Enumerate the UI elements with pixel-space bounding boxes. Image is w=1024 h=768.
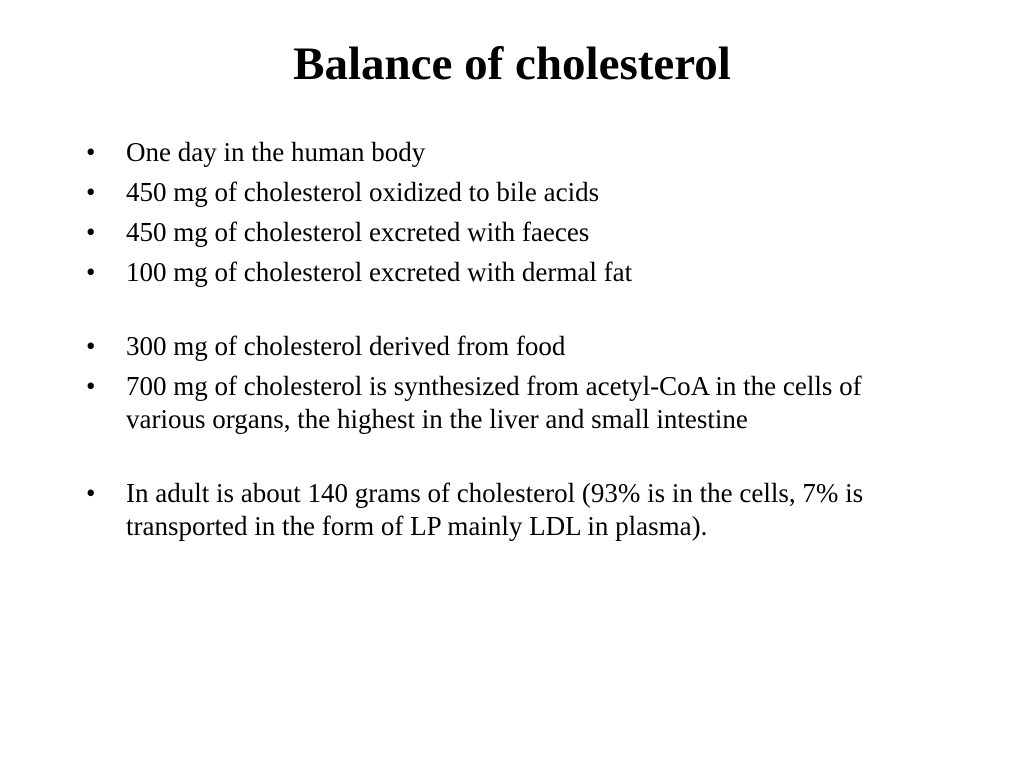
bullet-text: One day in the human body — [126, 137, 426, 167]
bullet-item — [86, 256, 946, 289]
bullet-text: In adult is about 140 grams of cholesterol (93% is in the cells, 7% is transported in the form of LP mainly LDL in plasma). — [126, 478, 864, 541]
bullet-item — [86, 477, 946, 543]
bullet-icon: • — [86, 257, 96, 287]
bullet-text: 700 mg of cholesterol is synthesized from acetyl-CoA in the cells of various organs, the highest in the liver and small intestine — [126, 371, 862, 434]
bullet-item — [86, 136, 946, 169]
slide-title: Balance of cholesterol — [293, 38, 731, 90]
bullet-item — [86, 330, 946, 363]
bullet-list — [86, 136, 946, 550]
bullet-item — [86, 176, 946, 209]
bullet-text: 100 mg of cholesterol excreted with dermal fat — [126, 257, 633, 287]
bullet-icon: • — [86, 137, 96, 167]
bullet-item — [86, 216, 946, 249]
bullet-icon: • — [86, 331, 96, 361]
bullet-text: 450 mg of cholesterol oxidized to bile acids — [126, 177, 600, 207]
bullet-text: 450 mg of cholesterol excreted with faeces — [126, 217, 590, 247]
bullet-item — [86, 370, 946, 436]
bullet-icon: • — [86, 217, 96, 247]
bullet-text: 300 mg of cholesterol derived from food — [126, 331, 566, 361]
bullet-icon: • — [86, 371, 96, 401]
bullet-icon: • — [86, 177, 96, 207]
bullet-icon: • — [86, 478, 96, 508]
